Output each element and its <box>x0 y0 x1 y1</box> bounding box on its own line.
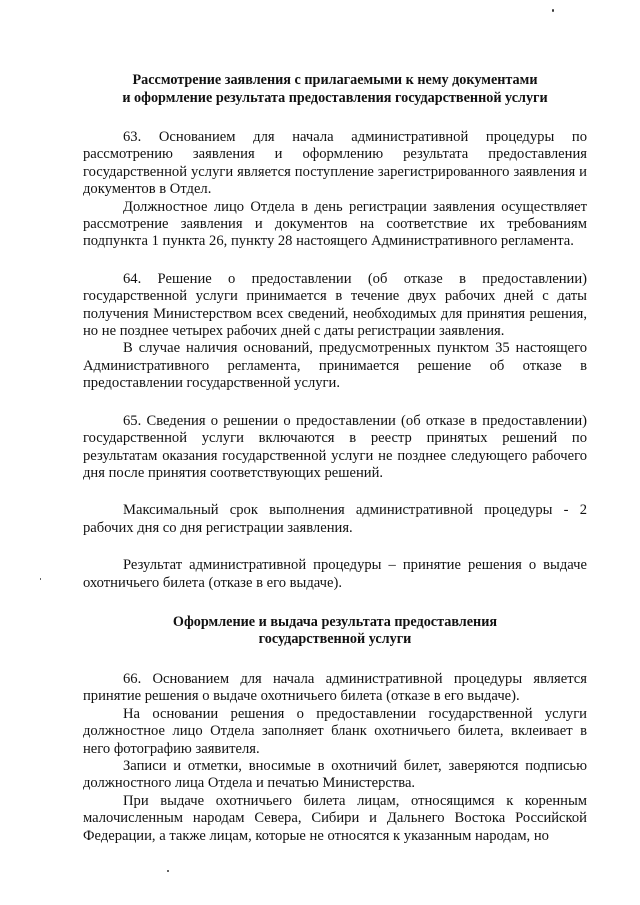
paragraph-64-continued: В случае наличия оснований, предусмотренных пунктом 35 настоящего Административного регламента, принимается решение об отказе в предоставлении государственной услуги. <box>83 340 587 392</box>
paragraph-max-term: Максимальный срок выполнения административной процедуры - 2 рабочих дня со дня регистрации заявления. <box>83 502 587 536</box>
paragraph-63-continued: Должностное лицо Отдела в день регистрации заявления осуществляет рассмотрение заявления и документов на соответствие их требованиям подпункта 1 пункта 26, пункту 28 настоящего Административного регламента. <box>83 198 587 250</box>
paragraph-66-records: Записи и отметки, вносимые в охотничий билет, заверяются подписью должностного лица Отдела и печатью Министерства. <box>83 757 587 792</box>
section-heading-review <box>83 72 587 107</box>
heading-line: Рассмотрение заявления с прилагаемыми к нему документами <box>132 72 538 88</box>
paragraph-66-indigenous: При выдаче охотничьего билета лицам, относящимся к коренным малочисленным народам Севера, Сибири и Дальнего Востока Российской Федерации, а также лицам, которые не относятся к указанным народам, но <box>83 792 587 844</box>
paragraph-66-decision: На основании решения о предоставлении государственной услуги должностное лицо Отдела заполняет бланк охотничьего билета, вклеивает в него фотографию заявителя. <box>83 705 587 757</box>
document-body <box>83 72 587 845</box>
paragraph-result: Результат административной процедуры – принятие решения о выдаче охотничьего билета (отказе в его выдаче). <box>83 557 587 591</box>
section-heading-issuance <box>83 614 587 649</box>
scan-speck-top <box>552 9 554 12</box>
scan-speck-left <box>40 578 41 580</box>
paragraph-65: 65. Сведения о решении о предоставлении (об отказе в предоставлении) государственной услуги включаются в реестр принятых решений по результатам оказания государственной услуги не позднее следующего рабочего дня после принятия соответствующих решений. <box>83 412 587 481</box>
paragraph-66: 66. Основанием для начала административной процедуры является принятие решения о выдаче охотничьего билета (отказе в его выдаче). <box>83 670 587 705</box>
heading-line: Оформление и выдача результата предоставления <box>172 613 498 630</box>
paragraph-64: 64. Решение о предоставлении (об отказе в предоставлении) государственной услуги принимается в течение двух рабочих дней с даты получения Министерством всех сведений, необходимых для принятия решения, но не позднее четырех рабочих дней с даты регистрации заявления. <box>83 270 587 340</box>
scan-speck-bottom <box>167 870 169 872</box>
paragraph-63: 63. Основанием для начала административной процедуры по рассмотрению заявления и оформлению результата предоставления государственной услуги является поступление зарегистрированного заявления и документов в Отдел. <box>83 129 587 198</box>
heading-line: и оформление результата предоставления государственной услуги <box>122 89 548 106</box>
heading-line: государственной услуги <box>258 631 412 648</box>
